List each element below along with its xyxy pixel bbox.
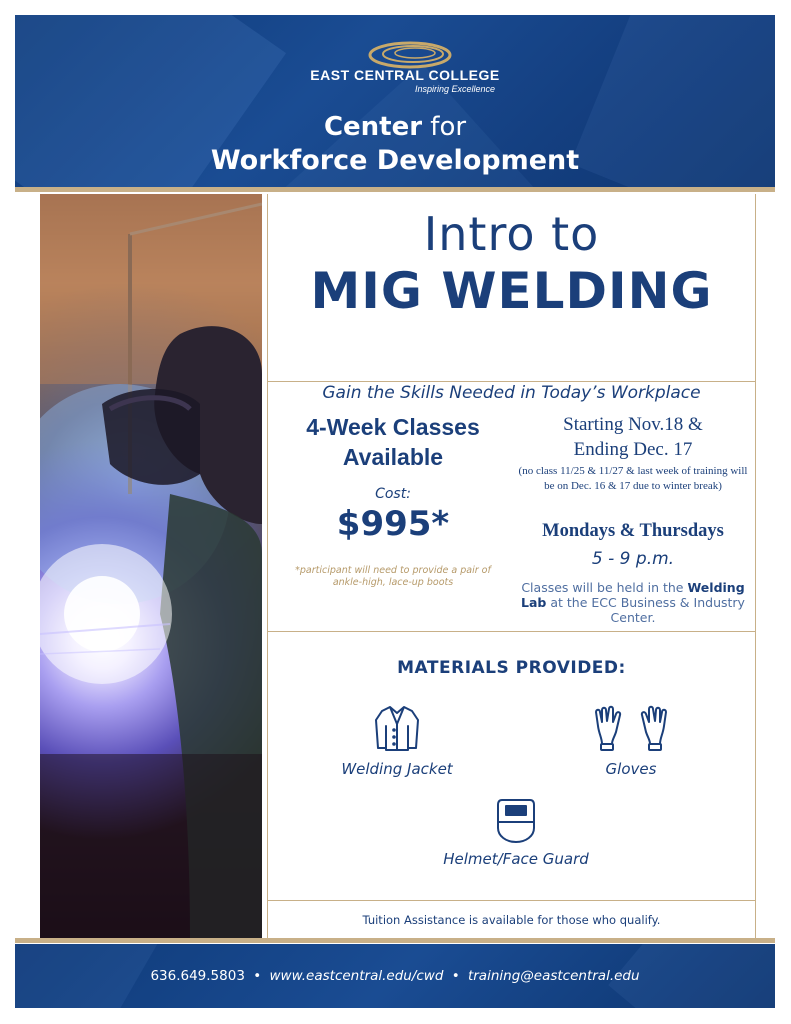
department-name: Workforce Development <box>210 145 580 176</box>
welder-illustration <box>40 194 262 938</box>
center-word: Center <box>323 112 423 142</box>
jacket-icon <box>374 704 420 752</box>
title-intro: Intro to <box>423 207 600 261</box>
boots-note: *participant will need to provide a pair of ankle-high, lace-up boots <box>295 565 491 588</box>
helmet-label: Helmet/Face Guard <box>443 850 589 868</box>
center-heading <box>15 112 775 142</box>
start-date: Starting Nov.18 & <box>563 414 703 435</box>
college-tagline: Inspiring Excellence <box>414 84 495 94</box>
course-dates <box>518 412 748 462</box>
gold-divider <box>15 938 775 943</box>
cost-value: $995* <box>336 504 450 544</box>
email-link[interactable]: training@eastcentral.edu <box>467 968 640 984</box>
end-date: Ending Dec. 17 <box>573 439 693 460</box>
materials-heading: MATERIALS PROVIDED: <box>397 658 626 678</box>
classes-availability <box>268 412 518 472</box>
classes-line: 4-Week Classes <box>306 414 480 440</box>
no-class-note: (no class 11/25 & 11/27 & last week of training will be on Dec. 16 & 17 due to winter break) <box>518 465 748 492</box>
section-divider <box>267 631 756 632</box>
for-word: for <box>422 112 467 142</box>
website-link[interactable]: www.eastcentral.edu/cwd <box>269 968 444 984</box>
college-name: EAST CENTRAL COLLEGE <box>310 67 500 83</box>
location-rest: at the ECC Business & Industry Center. <box>546 595 745 625</box>
welder-photo <box>40 194 262 938</box>
separator-dot: • <box>253 968 262 984</box>
available-line: Available <box>342 444 444 470</box>
location-intro: Classes will be held in the <box>521 580 684 595</box>
contact-info <box>15 968 775 984</box>
section-divider <box>267 900 756 901</box>
course-subtitle: Gain the Skills Needed in Today’s Workplace <box>322 383 701 403</box>
jacket-label: Welding Jacket <box>341 760 453 778</box>
college-logo <box>295 39 515 99</box>
tuition-note: Tuition Assistance is available for those who qualify. <box>362 913 661 927</box>
gloves-icon <box>592 704 670 752</box>
header-banner <box>15 15 775 187</box>
gold-divider <box>15 187 775 192</box>
title-main: MIG WELDING <box>310 262 713 320</box>
helmet-icon <box>496 796 536 844</box>
class-days: Mondays & Thursdays <box>542 521 724 541</box>
location-lab: Welding Lab <box>521 580 745 610</box>
phone-number[interactable]: 636.649.5803 <box>150 968 245 984</box>
footer-banner <box>15 944 775 1008</box>
cost-label: Cost: <box>375 486 411 502</box>
section-divider <box>267 381 756 382</box>
separator-dot: • <box>451 968 460 984</box>
class-location <box>518 580 748 625</box>
gloves-label: Gloves <box>605 760 657 778</box>
class-times: 5 - 9 p.m. <box>591 549 675 569</box>
